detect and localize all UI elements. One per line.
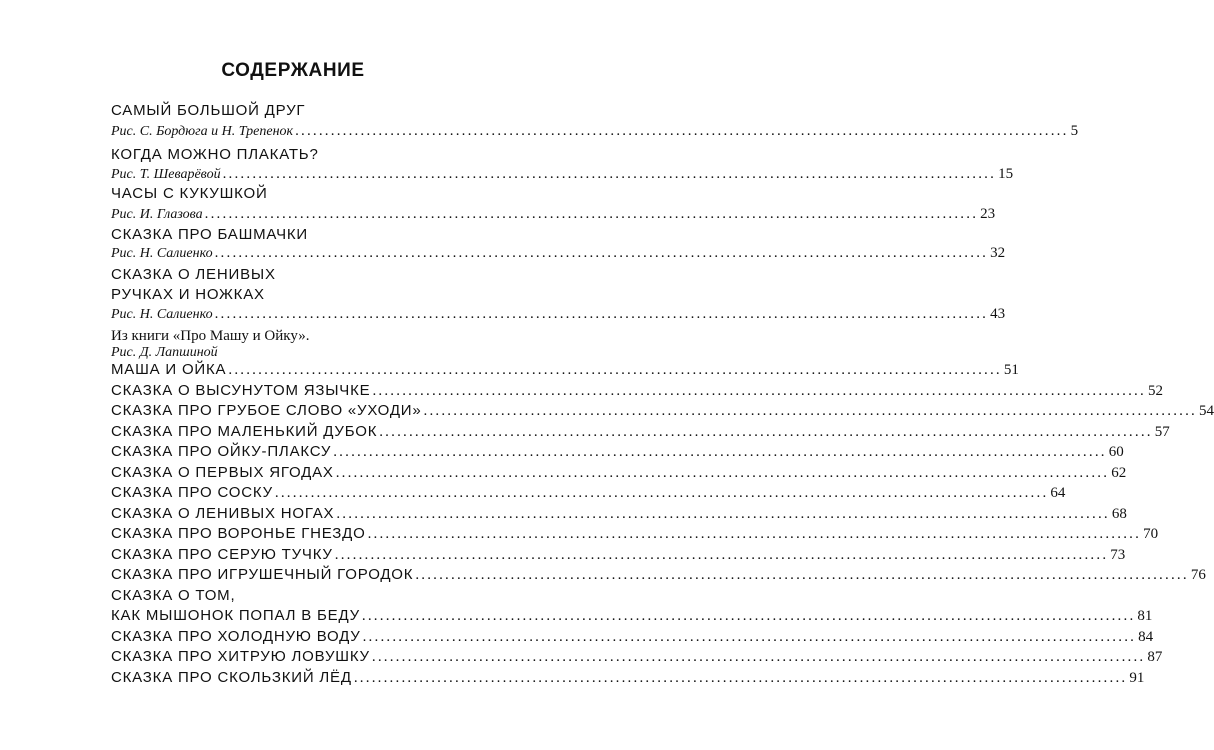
dot-leader [275,482,1049,504]
dot-leader [295,120,1069,142]
story-title: СКАЗКА ПРО ИГРУШЕЧНЫЙ ГОРОДОК [111,566,414,583]
section-title-continued: РУЧКАХ И НОЖКАХ [111,286,265,303]
page-number: 84 [1138,629,1154,645]
toc-entry [111,605,1153,627]
story-title: СКАЗКА ПРО ГРУБОЕ СЛОВО «УХОДИ» [111,402,422,419]
toc-entry [111,544,1126,566]
dot-leader [205,203,979,225]
story-title: СКАЗКА ПРО ХИТРУЮ ЛОВУШКУ [111,648,370,665]
page-number: 23 [980,206,996,222]
story-title: СКАЗКА О ТОМ, [111,587,236,604]
toc-entry [111,380,1163,402]
dot-leader [335,544,1109,566]
story-title: СКАЗКА О ВЫСУНУТОМ ЯЗЫЧКЕ [111,382,371,399]
toc-entry [111,646,1163,668]
toc-entry [111,441,1124,463]
dot-leader [354,667,1128,689]
page-number: 91 [1129,670,1145,686]
dot-leader [362,605,1136,627]
dot-leader [379,421,1153,443]
illustrator-credit: Рис. С. Бордюга и Н. Трепенок [111,124,294,139]
toc-entry [111,462,1127,484]
toc-entry [111,303,1006,325]
page-number: 57 [1154,424,1170,440]
toc-entry [111,503,1127,525]
page-number: 62 [1111,465,1127,481]
illustrator-credit: Рис. Д. Лапшиной [111,345,218,360]
dot-leader [336,462,1110,484]
page-number: 76 [1190,567,1206,583]
story-title: СКАЗКА О ПЕРВЫХ ЯГОДАХ [111,464,334,481]
toc-entry [111,203,996,225]
toc-entry [111,421,1170,443]
section-title: СКАЗКА ПРО БАШМАЧКИ [111,226,308,243]
toc-entry [111,564,1206,586]
dot-leader [215,242,989,264]
section-title: САМЫЙ БОЛЬШОЙ ДРУГ [111,102,306,119]
page-number: 60 [1108,444,1124,460]
illustrator-credit: Рис. И. Глазова [111,207,203,222]
dot-leader [415,564,1189,586]
page-number: 81 [1137,608,1153,624]
toc-entry [111,163,1014,185]
book-heading: Из книги «Про Машу и Ойку». [111,328,310,344]
toc-entry [111,667,1145,689]
page-number: 70 [1143,526,1159,542]
page-number: 68 [1111,506,1127,522]
page-number: 15 [998,166,1014,182]
illustrator-credit: Рис. Н. Салиенко [111,307,213,322]
section-title: ЧАСЫ С КУКУШКОЙ [111,185,268,202]
dot-leader [228,359,1002,381]
page-title: СОДЕРЖАНИЕ [221,60,365,81]
toc-entry [111,120,1079,142]
toc-entry [111,359,1019,381]
dot-leader [215,303,989,325]
story-title: СКАЗКА ПРО ОЙКУ-ПЛАКСУ [111,443,332,460]
story-title: СКАЗКА ПРО СОСКУ [111,484,273,501]
toc-entry [111,242,1006,264]
section-title: КОГДА МОЖНО ПЛАКАТЬ? [111,146,319,163]
illustrator-credit: Рис. Т. Шеварёвой [111,167,221,182]
story-title: КАК МЫШОНОК ПОПАЛ В БЕДУ [111,607,360,624]
page-number: 51 [1003,362,1019,378]
page-number: 32 [990,245,1006,261]
page-number: 64 [1050,485,1066,501]
dot-leader [333,441,1107,463]
toc-entry [111,482,1066,504]
page-number: 43 [990,306,1006,322]
story-title: СКАЗКА ПРО МАЛЕНЬКИЙ ДУБОК [111,423,378,440]
section-title: СКАЗКА О ЛЕНИВЫХ [111,266,276,283]
page-number: 52 [1147,383,1163,399]
dot-leader [372,380,1146,402]
toc-entry [111,626,1154,648]
page-number: 73 [1110,547,1126,563]
dot-leader [372,646,1146,668]
dot-leader [368,523,1142,545]
dot-leader [223,163,997,185]
story-title: СКАЗКА О ЛЕНИВЫХ НОГАХ [111,505,335,522]
toc-entry [111,523,1159,545]
story-title: СКАЗКА ПРО ХОЛОДНУЮ ВОДУ [111,628,361,645]
toc-entry [111,400,1214,422]
dot-leader [363,626,1137,648]
dot-leader [336,503,1110,525]
story-title: СКАЗКА ПРО СЕРУЮ ТУЧКУ [111,546,333,563]
story-title: СКАЗКА ПРО СКОЛЬЗКИЙ ЛЁД [111,669,352,686]
page-number: 87 [1147,649,1163,665]
page-number: 5 [1070,123,1079,139]
story-title: МАША И ОЙКА [111,361,227,378]
dot-leader [424,400,1198,422]
story-title: СКАЗКА ПРО ВОРОНЬЕ ГНЕЗДО [111,525,366,542]
page-number: 54 [1199,403,1214,419]
illustrator-credit: Рис. Н. Салиенко [111,246,213,261]
